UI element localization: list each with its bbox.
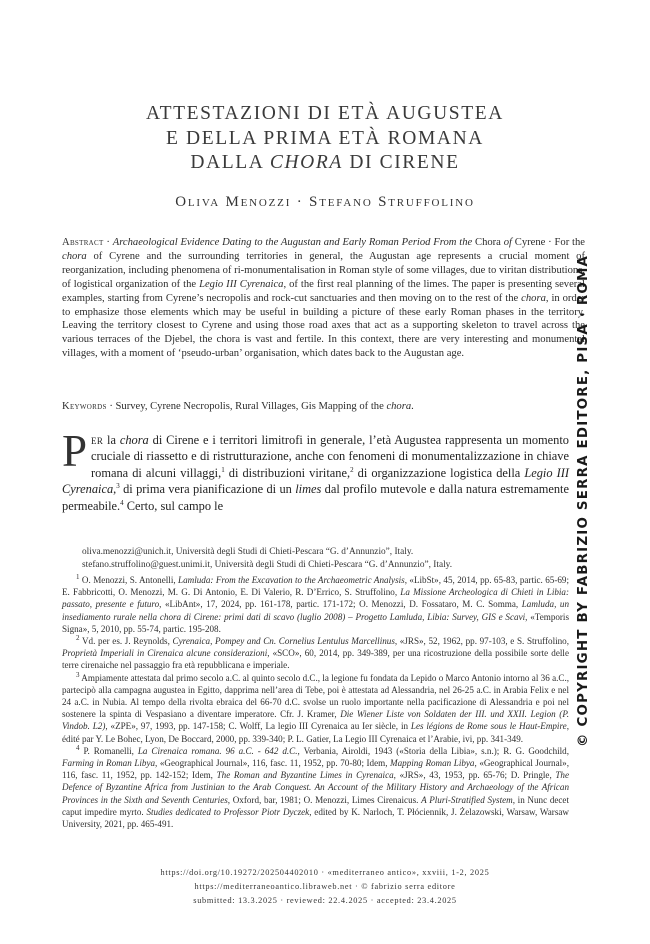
drop-cap: P (62, 426, 88, 476)
affiliation-struffolino: stefano.struffolino@guest.unimi.it, Università degli Studi di Chieti-Pescara “G. d’Annunzio”, Italy. (82, 559, 453, 570)
footnotes (62, 574, 569, 830)
article-authors: Oliva Menozzi · Stefano Struffolino (175, 194, 475, 210)
article-title (40, 102, 610, 176)
author-affiliations (82, 546, 582, 572)
footnote-ref-1[interactable]: 1 (221, 465, 225, 474)
abstract-label: Abstract (62, 237, 104, 248)
affiliation-menozzi: oliva.menozzi@unich.it, Università degli Studi di Chieti-Pescara “G. d’Annunzio”, Italy. (82, 547, 414, 557)
footnote-ref-4[interactable]: 4 (120, 498, 124, 507)
submission-dates: submitted: 13.3.2025 · reviewed: 22.4.2025 · accepted: 23.4.2025 (193, 896, 457, 906)
footnote-1: $^1$ O. Menozzi, S. Antonelli, Lamluda: From the Excavation to the Archaeometric Analysis, «LibSt», 45, 2014, pp. 65-83, partic. 65-69; E. Fabbricotti, O. Menozzi, M. G. Di Antonio, E. Di Valerio, R. D’Errico, S. Struffolino, La Missione Archeologica di Chieti in Libia: passato, presente e futuro, «LibAnt», 17, 2024, pp. 161-178, partic. 171-172; O. Menozzi, D. Fossataro, M. C. Somma, Lamluda, un insediamento rurale nella chora di Cirene: primi dati di scavo (luglio 2008) – Progetto Lamluda, Libia: Survey, GIS e Scavi, «Temporis Signa», 5, 2010, pp. 55-74, partic. 195-208. (62, 572, 570, 634)
abstract: Abstract · Archaeological Evidence Dating to the Augustan and Early Roman Period From the Chora of Cyrene · For the chora of Cyrene and the surrounding territories in general, the Augustan age represents a crucial moment of reorganization, including phenomena of ri-monumentalisation in Roman style of some villages, due to viritan distributions, of logistical organization of the Legio III Cyrenaica, of the first real planning of the limes. The paper is presenting several examples, starting from Cyrene’s necropolis and rock-cut sanctuaries and then moving on to the rest of the chora, in order to emphasize those elements which may be useful in building a picture of these early Roman phases in the territory. Leaving the territory closest to Cyrene and using those road axes that act as a supporting skeleton to travel across the various terraces of the Djebel, the chora is vast and fertile. In this context, there are very interesting and monumental villages, with a moment of ‘pseudo-urban’ organisation, which dates back to the Augustan age. (62, 237, 585, 360)
keywords: Keywords · Survey, Cyrene Necropolis, Rural Villages, Gis Mapping of the chora. (62, 401, 414, 412)
page-footer (40, 866, 610, 909)
footnote-3: $^3$ Ampiamente attestata dal primo secolo a.C. al quinto secolo d.C., la legione fu fondata da Lepido o Marco Antonio intorno al 36 a.C., partecipò alla campagna augustea in Egitto, dapprima nell’area di Tebe, poi è attestata ad Alessandria, nel 26-25 a.C. in Arabia Felix e nel 24 a.C. in Nubia. Al tempo della rivolta ebraica del 66-70 d.C. svolse un ruolo importante nella pacificazione di Alessandria e poi nel sostenere la spinta di Vespasiano a diventare imperatore. Cfr. J. Kramer, Die Wiener Liste von Soldaten der III. und XXII. Legion (P. Vindob. L2), «ZPE», 97, 1993, pp. 147-158; C. Wolff, La legio III Cyrenaica au Ier siècle, in Les légions de Rome sous le Haut-Empire, édité par Y. Le Bohec, Lyon, De Boccard, 2000, pp. 339-340; P. L. Gatier, La Legio III Cyrenaica et l’Arabie, ivi, pp. 341-349. (62, 670, 569, 744)
footnote-2: $^2$ Vd. per es. J. Reynolds, Cyrenaica, Pompey and Cn. Cornelius Lentulus Marcellinus, «JRS», 52, 1962, pp. 97-103, e S. Struffolino, Proprietà Imperiali in Cirenaica alcune considerazioni, «SCO», 60, 2014, pp. 349-389, per una ricostruzione della possibile sorte delle terre cirenaiche nel passaggio fra età repubblicana e imperiale. (62, 633, 569, 671)
footnote-ref-2[interactable]: 2 (350, 465, 354, 474)
journal-link[interactable]: https://mediterraneoantico.libraweb.net · © fabrizio serra editore (194, 882, 456, 892)
footnote-ref-3[interactable]: 3 (116, 482, 120, 491)
title-line-2: E DELLA PRIMA ETÀ ROMANA (166, 127, 484, 149)
keywords-label: Keywords (62, 401, 107, 412)
doi-link[interactable]: https://doi.org/10.19272/202504402010 · «mediterraneo antico», xxviii, 1-2, 2025 (160, 868, 490, 877)
copyright-sidebar: © COPYRIGHT BY FABRIZIO SERRA EDITORE, PISA · ROMA (576, 254, 591, 747)
title-line-3: DALLA CHORA DI CIRENE (190, 152, 460, 173)
footnote-4: $^4$ P. Romanelli, La Cirenaica romana. 96 a.C. - 642 d.C., Verbania, Airoldi, 1943 («Storia della Libia», s.n.); R. G. Goodchild, Farming in Roman Libya, «Geographical Journal», 116, fasc. 11, 1952, pp. 70-80; Idem, Mapping Roman Libya, «Geographical Journal», 116, fasc. 11, 1952, pp. 142-152; Idem, The Roman and Byzantine Limes in Cyrenaica, «JRS», 43, 1953, pp. 65-76; D. Pringle, The Defence of Byzantine Africa from Justinian to the Arab Conquest. An Account of the Military History and Archaeology of the African Provinces in the Sixth and Seventh Centuries, Oxford, bar, 1981; O. Menozzi, Limes Cirenaicus. A Pluri-Stratified System, in Nunc decet caput impedire myrto. Studies dedicated to Professor Piotr Dyczek, edited by K. Narloch, T. Płóciennik, J. Żelazowski, Warsaw, Warsaw University, 2021, pp. 465-491. (62, 743, 570, 830)
body-paragraph: Per la chora di Cirene e i territori limitrofi in generale, l’età Augustea rappresenta un momento cruciale di riassetto e di ristrutturazione, anche con fenomeni di monumentalizzazione in chiave romana di alcuni villaggi,$^1$ di distribuzioni viritane,$^2$ di organizzazione logistica della Legio III Cyrenaica,$^3$ di prima vera pianificazione di un limes dal profilo mutevole e dalla natura estremamente permeabile.$^4$ Certo, sul campo le (62, 426, 569, 513)
title-line-1: ATTESTAZIONI DI ETÀ AUGUSTEA (146, 103, 504, 124)
